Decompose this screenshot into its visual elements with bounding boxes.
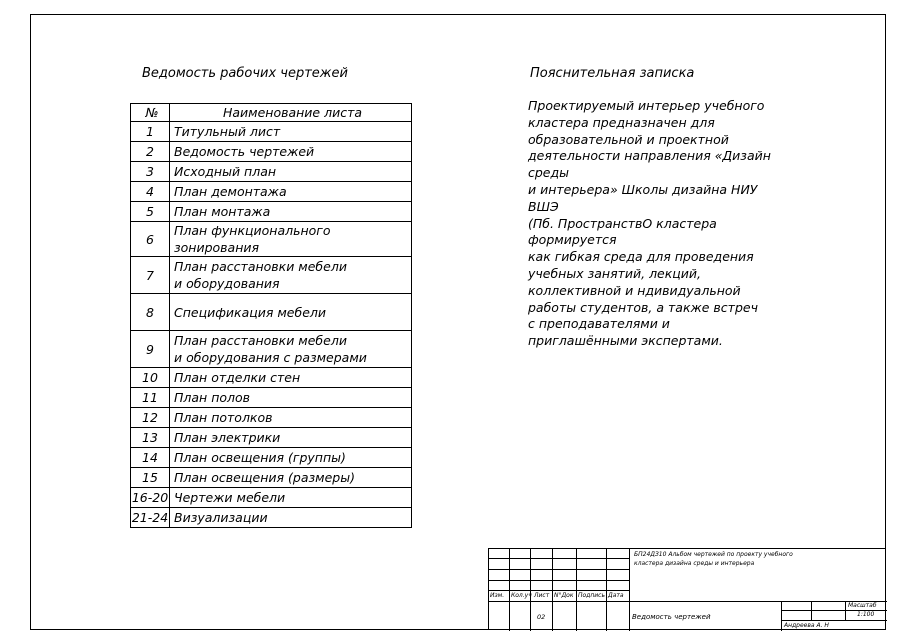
sheet-name-line: Чертежи мебели — [174, 490, 286, 505]
table-row — [131, 182, 412, 202]
note-line: учебных занятий, лекций, — [528, 265, 702, 281]
table-row — [131, 222, 412, 257]
sheet-name: Ведомость чертежей — [632, 613, 711, 621]
note-line: и интерьера» Школы дизайна НИУ — [528, 181, 758, 197]
sheet-name — [170, 508, 412, 528]
table-header-row — [131, 104, 412, 122]
table-row — [131, 257, 412, 294]
sheet-name — [170, 162, 412, 182]
note-line: с преподавателями и — [528, 316, 670, 332]
table-row — [131, 488, 412, 508]
sheet-number: 5 — [131, 202, 170, 222]
table-row — [131, 468, 412, 488]
sheet-number: 14 — [131, 448, 170, 468]
scale-value: 1:100 — [857, 611, 875, 618]
note-line: среды — [528, 165, 570, 181]
sheet-name-line: Спецификация мебели — [174, 304, 327, 320]
sheet-name-line: План электрики — [174, 430, 281, 445]
note-line: работы студентов, а также встреч — [528, 299, 758, 315]
sheet-number: 11 — [131, 388, 170, 408]
sheet-name — [170, 468, 412, 488]
sheet-name-line: Ведомость чертежей — [174, 144, 315, 159]
sheet-name-line: и оборудования — [174, 276, 280, 291]
sheet-number: 13 — [131, 428, 170, 448]
sheet-name — [170, 257, 412, 294]
sheet-name-line: Титульный лист — [174, 124, 281, 139]
sheet-name-line: План освещения (группы) — [174, 450, 346, 465]
sheets-table — [130, 103, 412, 528]
note-line: ВШЭ — [528, 198, 559, 214]
sheet-name-line: План демонтажа — [174, 184, 287, 199]
table-row — [131, 408, 412, 428]
note-line: как гибкая среда для проведения — [528, 249, 754, 265]
sheet-value: 02 — [537, 613, 546, 621]
sheet-number: 6 — [131, 222, 170, 257]
table-row — [131, 331, 412, 368]
note-line: деятельности направления «Дизайн — [528, 148, 771, 164]
note-line: формируется — [528, 232, 617, 248]
sheet-name — [170, 448, 412, 468]
doc-title-line2: кластера дизайна среды и интерьера — [634, 560, 755, 567]
header-number: № — [131, 104, 170, 122]
sheet-number: 2 — [131, 142, 170, 162]
sheet-name — [170, 294, 412, 331]
table-row — [131, 294, 412, 331]
sheet-name — [170, 488, 412, 508]
sheet-number: 21-24 — [131, 508, 170, 528]
sheet-number: 10 — [131, 368, 170, 388]
sheet-number: 15 — [131, 468, 170, 488]
col-izm: Изм. — [490, 592, 505, 599]
scale-label: Масштаб — [848, 602, 877, 609]
sheet-name-line: Исходный план — [174, 164, 277, 179]
sheet-name-line: План расстановки мебели — [174, 333, 347, 348]
sheet-name-line: План освещения (размеры) — [174, 470, 355, 485]
sheet-name-line: План функционального зонирования — [174, 223, 331, 255]
note-line: образовательной и проектной — [528, 131, 729, 147]
sheet-name — [170, 368, 412, 388]
sheet-number: 9 — [131, 331, 170, 368]
sheet-name — [170, 202, 412, 222]
explanatory-note — [528, 98, 771, 350]
sheet-name — [170, 428, 412, 448]
col-kol-uch: Кол.уч — [511, 592, 532, 599]
note-line: (Пб. ПространствО кластера — [528, 215, 717, 231]
sheet-number: 4 — [131, 182, 170, 202]
table-row — [131, 368, 412, 388]
sheet-number: 7 — [131, 257, 170, 294]
sheet-name-line: План отделки стен — [174, 370, 301, 385]
sheet-number: 8 — [131, 294, 170, 331]
sheet-name-line: План потолков — [174, 410, 273, 425]
sheet-name — [170, 122, 412, 142]
table-row — [131, 162, 412, 182]
note-line: коллективной и ндивидуальной — [528, 282, 741, 298]
col-n-dok: N°Док — [554, 592, 574, 599]
sheet-name-line: Визуализации — [174, 510, 268, 525]
sheet-name — [170, 182, 412, 202]
table-row — [131, 122, 412, 142]
sheet-name — [170, 142, 412, 162]
sheet-number: 1 — [131, 122, 170, 142]
table-row — [131, 508, 412, 528]
author-name: Андреева А. Н — [784, 622, 829, 629]
sheet-name-line: План монтажа — [174, 204, 271, 219]
sheet-name — [170, 408, 412, 428]
sheet-name — [170, 222, 412, 257]
col-podpis: Подпись — [578, 592, 605, 599]
col-data: Дата — [608, 592, 624, 599]
sheet-name — [170, 388, 412, 408]
table-row — [131, 202, 412, 222]
sheet-name-line: План полов — [174, 390, 251, 405]
table-row — [131, 428, 412, 448]
table-row — [131, 448, 412, 468]
header-sheet-name: Наименование листа — [170, 104, 412, 122]
note-line: Проектируемый интерьер учебного — [528, 98, 765, 113]
sheet-name-line: План расстановки мебели — [174, 259, 347, 274]
col-list: Лист — [534, 592, 550, 599]
doc-title-line1: БП24ДЗ10 Альбом чертежей по проекту учебного — [634, 551, 793, 558]
sheet-number: 12 — [131, 408, 170, 428]
note-line: приглашёнными экспертами. — [528, 333, 723, 349]
sheet-name — [170, 331, 412, 368]
table-row — [131, 142, 412, 162]
note-title: Пояснительная записка — [530, 66, 695, 81]
sheet-number: 3 — [131, 162, 170, 182]
table-row — [131, 388, 412, 408]
title-block — [488, 548, 886, 630]
sheets-list-title: Ведомость рабочих чертежей — [142, 66, 348, 81]
sheet-name-line: и оборудования с размерами — [174, 350, 367, 365]
sheet-number: 16-20 — [131, 488, 170, 508]
note-line: кластера предназначен для — [528, 114, 715, 130]
